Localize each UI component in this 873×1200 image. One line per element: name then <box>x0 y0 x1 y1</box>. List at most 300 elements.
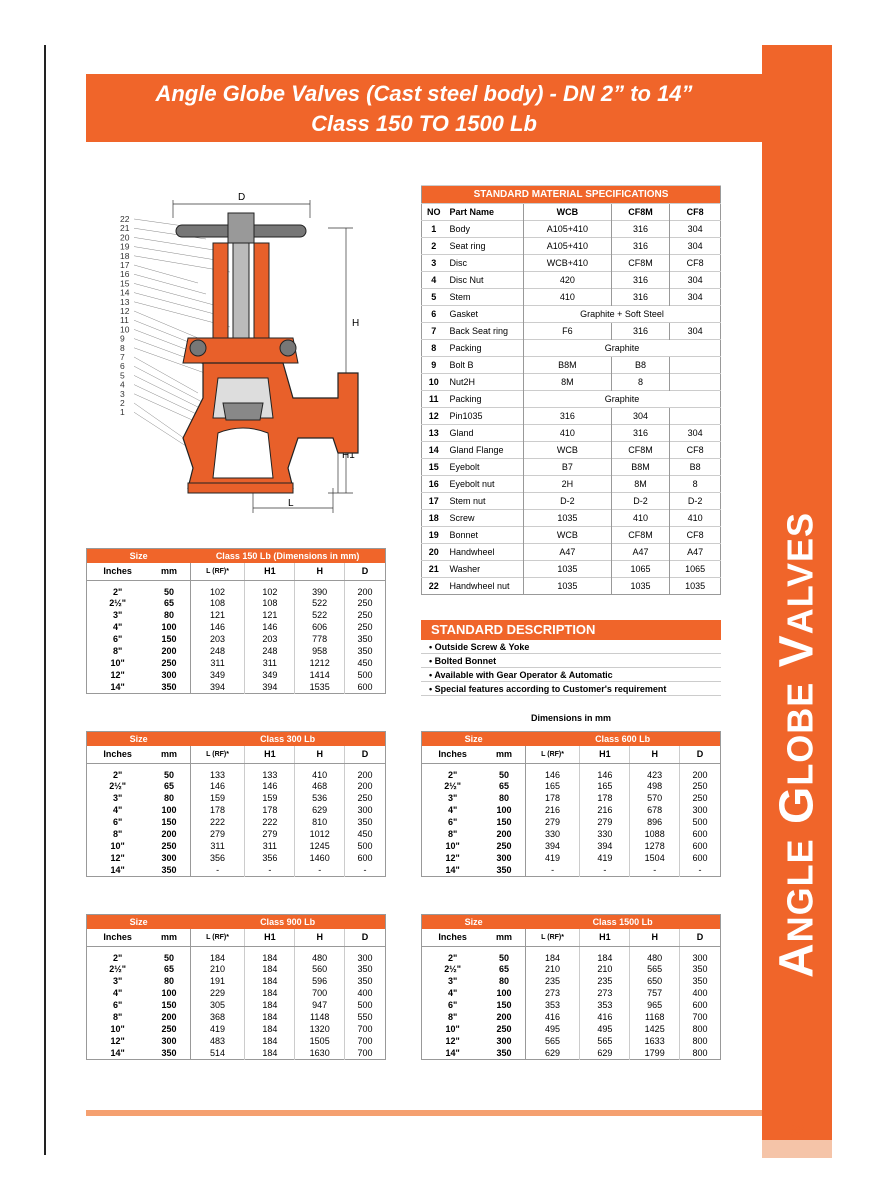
table-cell: 350 <box>680 975 721 987</box>
table-cell: 250 <box>680 780 721 792</box>
column-header: mm <box>148 929 190 947</box>
table-cell: 629 <box>295 804 345 816</box>
table-cell: 200 <box>345 581 386 598</box>
table-cell: 216 <box>525 804 580 816</box>
material-cf8: CF8 <box>670 442 721 459</box>
table-cell: 419 <box>190 1023 245 1035</box>
dim-l-label: L <box>288 498 294 509</box>
material-cf8m: 316 <box>611 221 669 238</box>
table-cell: 250 <box>148 657 190 669</box>
table-cell: 1535 <box>295 681 345 693</box>
table-cell: 121 <box>190 609 245 621</box>
table-cell: 1505 <box>295 1035 345 1047</box>
table-cell: 1320 <box>295 1023 345 1035</box>
table-cell: 250 <box>680 792 721 804</box>
table-cell: 248 <box>190 645 245 657</box>
table-cell: 100 <box>148 621 190 633</box>
column-header: L (RF)* <box>190 563 245 581</box>
table-cell: 200 <box>345 764 386 781</box>
table-cell: 810 <box>295 816 345 828</box>
table-cell: 500 <box>680 816 721 828</box>
table-cell: 394 <box>245 681 295 693</box>
material-wcb: WCB <box>524 527 612 544</box>
table-cell: 4" <box>113 988 123 998</box>
table-cell: 311 <box>190 657 245 669</box>
column-header: L (RF)* <box>190 929 245 947</box>
table-row <box>422 764 721 781</box>
part-no: 10 <box>422 374 446 391</box>
part-number-label: 19 <box>120 241 130 252</box>
table-cell: 419 <box>525 852 580 864</box>
table-cell: 6" <box>448 817 458 827</box>
leader-line <box>134 311 198 338</box>
material-wcb: WCB+410 <box>524 255 612 272</box>
table-cell: 14" <box>110 681 125 692</box>
table-cell: 12" <box>110 1036 125 1046</box>
dim-d-label: D <box>238 192 246 203</box>
table-cell: 12" <box>110 853 125 863</box>
table-cell: 350 <box>148 681 190 693</box>
spec-row <box>422 221 721 238</box>
table-cell: 184 <box>245 947 295 964</box>
column-header: D <box>345 563 386 581</box>
table-cell: 350 <box>345 816 386 828</box>
description-item: • Available with Gear Operator & Automatic <box>421 668 721 682</box>
material-cf8: CF8 <box>670 527 721 544</box>
material-wcb: A105+410 <box>524 221 612 238</box>
table-cell: 216 <box>580 804 630 816</box>
table-cell: 800 <box>680 1035 721 1047</box>
table-cell: 480 <box>295 947 345 964</box>
material-cf8m: 316 <box>611 289 669 306</box>
table-cell: 700 <box>345 1047 386 1059</box>
table-cell: 8" <box>113 646 123 656</box>
table-cell: 1630 <box>295 1047 345 1059</box>
table-cell: 3" <box>113 610 123 620</box>
material-merged: Graphite + Soft Steel <box>524 306 721 323</box>
table-row <box>87 864 386 876</box>
part-no: 14 <box>422 442 446 459</box>
material-cf8m: 304 <box>611 408 669 425</box>
table-row <box>87 999 386 1011</box>
part-no: 6 <box>422 306 446 323</box>
table-cell: 100 <box>148 804 190 816</box>
table-cell: 300 <box>345 804 386 816</box>
size-header: Size <box>422 732 526 746</box>
table-cell: 200 <box>148 645 190 657</box>
table-cell: 150 <box>148 999 190 1011</box>
table-cell: 349 <box>190 669 245 681</box>
table-row <box>87 1011 386 1023</box>
table-cell: 1799 <box>630 1047 680 1059</box>
table-cell: 1504 <box>630 852 680 864</box>
part-no: 22 <box>422 578 446 595</box>
table-cell: 273 <box>580 987 630 999</box>
column-header: mm <box>483 929 525 947</box>
table-cell: 1425 <box>630 1023 680 1035</box>
table-cell: 1460 <box>295 852 345 864</box>
title-line-1: Angle Globe Valves (Cast steel body) - DN 2” to 14” <box>155 81 693 106</box>
material-cf8m: CF8M <box>611 442 669 459</box>
table-cell: 279 <box>190 828 245 840</box>
table-cell: 700 <box>345 1023 386 1035</box>
table-row <box>87 975 386 987</box>
column-header: Inches <box>87 746 149 764</box>
table-row <box>422 840 721 852</box>
page-number-box <box>762 1140 832 1158</box>
valve-sectional-drawing <box>88 188 378 518</box>
table-cell: 350 <box>483 1047 525 1059</box>
part-number-label: 8 <box>120 342 125 353</box>
table-row <box>87 840 386 852</box>
table-cell: 235 <box>580 975 630 987</box>
part-number-label: 21 <box>120 223 130 234</box>
sidebar-title: ANGLE GLOBE VALVES <box>770 511 824 979</box>
part-number-label: 10 <box>120 324 130 335</box>
table-row <box>87 621 386 633</box>
material-cf8m: 316 <box>611 272 669 289</box>
table-cell: 165 <box>525 780 580 792</box>
column-header: H1 <box>245 746 295 764</box>
table-cell: 50 <box>148 947 190 964</box>
spec-row <box>422 578 721 595</box>
spec-row <box>422 442 721 459</box>
table-row <box>87 1047 386 1059</box>
table-cell: 178 <box>525 792 580 804</box>
table-cell: 14" <box>445 1047 460 1058</box>
table-cell: 565 <box>525 1035 580 1047</box>
material-cf8: 410 <box>670 510 721 527</box>
table-row <box>422 780 721 792</box>
spec-column-header: CF8 <box>670 204 721 221</box>
part-name: Back Seat ring <box>446 323 524 340</box>
part-no: 7 <box>422 323 446 340</box>
material-cf8m: 316 <box>611 323 669 340</box>
spec-row <box>422 323 721 340</box>
table-cell: 191 <box>190 975 245 987</box>
table-cell: 2½" <box>109 598 127 608</box>
table-cell: 178 <box>580 792 630 804</box>
size-header: Size <box>87 732 191 746</box>
material-wcb: D-2 <box>524 493 612 510</box>
table-cell: 14" <box>445 864 460 875</box>
table-row <box>87 609 386 621</box>
table-cell: 350 <box>345 633 386 645</box>
material-cf8m: CF8M <box>611 527 669 544</box>
spec-row <box>422 493 721 510</box>
table-row <box>87 816 386 828</box>
part-name: Disc <box>446 255 524 272</box>
table-cell: 350 <box>345 963 386 975</box>
table-cell: 4" <box>448 805 458 815</box>
table-cell: 10" <box>110 841 125 851</box>
part-name: Handwheel nut <box>446 578 524 595</box>
description-item: • Special features according to Customer's requirement <box>421 682 721 696</box>
table-cell: 146 <box>580 764 630 781</box>
part-no: 12 <box>422 408 446 425</box>
part-number-label: 9 <box>120 333 125 344</box>
table-cell: 2½" <box>444 964 462 974</box>
table-cell: 184 <box>245 987 295 999</box>
table-cell: 165 <box>580 780 630 792</box>
material-wcb: 2H <box>524 476 612 493</box>
table-row <box>422 852 721 864</box>
table-cell: - <box>580 864 630 876</box>
part-name: Eyebolt <box>446 459 524 476</box>
table-cell: 279 <box>580 816 630 828</box>
table-cell: 6" <box>113 634 123 644</box>
table-cell: - <box>525 864 580 876</box>
table-row <box>87 828 386 840</box>
table-cell: 678 <box>630 804 680 816</box>
material-cf8: A47 <box>670 544 721 561</box>
table-cell: 300 <box>483 852 525 864</box>
table-cell: 229 <box>190 987 245 999</box>
table-cell: 419 <box>580 852 630 864</box>
table-cell: 184 <box>580 947 630 964</box>
table-cell: 500 <box>345 669 386 681</box>
table-row <box>87 1035 386 1047</box>
spec-row <box>422 340 721 357</box>
table-cell: 10" <box>445 841 460 851</box>
table-cell: 248 <box>245 645 295 657</box>
size-header: Size <box>87 549 191 563</box>
table-cell: 500 <box>345 840 386 852</box>
table-cell: 3" <box>113 793 123 803</box>
table-cell: 350 <box>483 864 525 876</box>
table-cell: 102 <box>245 581 295 598</box>
table-row <box>87 645 386 657</box>
table-cell: 12" <box>445 1036 460 1046</box>
spec-row <box>422 272 721 289</box>
table-row <box>422 999 721 1011</box>
spec-column-header: WCB <box>524 204 612 221</box>
part-no: 9 <box>422 357 446 374</box>
table-cell: 390 <box>295 581 345 598</box>
table-cell: 416 <box>525 1011 580 1023</box>
material-cf8: D-2 <box>670 493 721 510</box>
column-header: H <box>630 929 680 947</box>
table-cell: 500 <box>345 999 386 1011</box>
material-cf8m: CF8M <box>611 255 669 272</box>
table-cell: 146 <box>190 780 245 792</box>
material-cf8m: 1065 <box>611 561 669 578</box>
table-cell: 394 <box>525 840 580 852</box>
table-cell: 184 <box>525 947 580 964</box>
leader-line <box>134 293 222 316</box>
table-cell: 423 <box>630 764 680 781</box>
part-name: Pin1035 <box>446 408 524 425</box>
table-row <box>422 816 721 828</box>
material-wcb: 8M <box>524 374 612 391</box>
table-row <box>87 669 386 681</box>
table-cell: 3" <box>448 793 458 803</box>
table-cell: 184 <box>245 1023 295 1035</box>
table-cell: 250 <box>148 840 190 852</box>
table-cell: 600 <box>680 852 721 864</box>
part-number-label: 14 <box>120 287 130 298</box>
material-merged: Graphite <box>524 340 721 357</box>
part-no: 8 <box>422 340 446 357</box>
table-cell: 1212 <box>295 657 345 669</box>
material-cf8 <box>670 357 721 374</box>
table-cell: 1278 <box>630 840 680 852</box>
material-cf8m: B8 <box>611 357 669 374</box>
table-cell: 108 <box>190 597 245 609</box>
part-name: Bonnet <box>446 527 524 544</box>
part-no: 19 <box>422 527 446 544</box>
table-cell: 305 <box>190 999 245 1011</box>
table-cell: 273 <box>525 987 580 999</box>
table-cell: 565 <box>580 1035 630 1047</box>
part-no: 5 <box>422 289 446 306</box>
table-cell: 203 <box>190 633 245 645</box>
table-row <box>422 1023 721 1035</box>
table-cell: 800 <box>680 1047 721 1059</box>
table-cell: 159 <box>245 792 295 804</box>
leader-line <box>134 237 214 250</box>
table-cell: 150 <box>483 816 525 828</box>
table-cell: 200 <box>483 1011 525 1023</box>
material-cf8m: A47 <box>611 544 669 561</box>
left-margin-rule <box>44 45 46 1155</box>
part-number-label: 11 <box>120 315 129 326</box>
material-merged: Graphite <box>524 391 721 408</box>
table-cell: 12" <box>110 670 125 680</box>
table-cell: 146 <box>525 764 580 781</box>
table-cell: 349 <box>245 669 295 681</box>
spec-row <box>422 289 721 306</box>
table-cell: 896 <box>630 816 680 828</box>
table-row <box>422 792 721 804</box>
table-cell: 100 <box>483 987 525 999</box>
material-cf8: 8 <box>670 476 721 493</box>
table-cell: 356 <box>245 852 295 864</box>
table-cell: 353 <box>525 999 580 1011</box>
column-header: Inches <box>87 929 149 947</box>
table-cell: 2½" <box>444 781 462 791</box>
table-cell: 12" <box>445 853 460 863</box>
part-name: Seat ring <box>446 238 524 255</box>
material-wcb: 1035 <box>524 510 612 527</box>
column-header: H1 <box>245 929 295 947</box>
table-cell: 10" <box>110 658 125 668</box>
column-header: Inches <box>422 929 484 947</box>
table-cell: 184 <box>190 947 245 964</box>
table-cell: 570 <box>630 792 680 804</box>
table-cell: 330 <box>525 828 580 840</box>
table-cell: 368 <box>190 1011 245 1023</box>
table-row <box>422 1035 721 1047</box>
table-cell: 184 <box>245 975 295 987</box>
table-cell: 560 <box>295 963 345 975</box>
standard-description <box>421 620 721 696</box>
table-cell: 965 <box>630 999 680 1011</box>
table-cell: 300 <box>148 852 190 864</box>
table-cell: 700 <box>680 1011 721 1023</box>
table-cell: 311 <box>245 840 295 852</box>
table-cell: 400 <box>345 987 386 999</box>
table-cell: 600 <box>345 681 386 693</box>
table-row <box>87 581 386 598</box>
table-cell: 356 <box>190 852 245 864</box>
table-cell: 6" <box>113 1000 123 1010</box>
table-cell: 80 <box>148 609 190 621</box>
title-line-2: Class 150 TO 1500 Lb <box>311 111 537 136</box>
table-cell: 350 <box>148 1047 190 1059</box>
table-cell: 495 <box>580 1023 630 1035</box>
column-header: H <box>295 929 345 947</box>
table-cell: 65 <box>483 780 525 792</box>
part-name: Packing <box>446 340 524 357</box>
spec-row <box>422 425 721 442</box>
table-cell: 50 <box>148 581 190 598</box>
table-cell: 80 <box>483 975 525 987</box>
table-row <box>87 764 386 781</box>
material-wcb: WCB <box>524 442 612 459</box>
dim-h1-label: H1 <box>342 450 355 461</box>
material-wcb: 316 <box>524 408 612 425</box>
part-no: 1 <box>422 221 446 238</box>
table-cell: 522 <box>295 609 345 621</box>
table-cell: 596 <box>295 975 345 987</box>
table-cell: 330 <box>580 828 630 840</box>
table-cell: 522 <box>295 597 345 609</box>
table-cell: 2" <box>448 770 458 780</box>
column-header: mm <box>148 746 190 764</box>
table-row <box>87 681 386 693</box>
table-cell: 536 <box>295 792 345 804</box>
table-cell: 394 <box>580 840 630 852</box>
table-cell: 133 <box>190 764 245 781</box>
column-header: mm <box>148 563 190 581</box>
table-cell: 2½" <box>109 964 127 974</box>
part-number-label: 12 <box>120 306 130 316</box>
table-cell: 1088 <box>630 828 680 840</box>
table-row <box>87 780 386 792</box>
table-cell: 222 <box>190 816 245 828</box>
table-cell: 2" <box>113 587 123 597</box>
table-cell: 146 <box>245 621 295 633</box>
material-cf8: 1035 <box>670 578 721 595</box>
table-cell: - <box>295 864 345 876</box>
table-cell: 184 <box>245 963 295 975</box>
table-cell: 1148 <box>295 1011 345 1023</box>
table-cell: 200 <box>680 764 721 781</box>
table-row <box>87 804 386 816</box>
table-cell: 1012 <box>295 828 345 840</box>
table-cell: 50 <box>483 764 525 781</box>
column-header: D <box>345 746 386 764</box>
table-cell: - <box>680 864 721 876</box>
part-no: 20 <box>422 544 446 561</box>
table-cell: 146 <box>190 621 245 633</box>
table-cell: - <box>245 864 295 876</box>
table-cell: 629 <box>580 1047 630 1059</box>
column-header: D <box>680 746 721 764</box>
class-header: Class 1500 Lb <box>525 915 720 929</box>
table-cell: 184 <box>245 1035 295 1047</box>
material-cf8m: 8 <box>611 374 669 391</box>
leader-line <box>134 274 206 294</box>
table-row <box>422 864 721 876</box>
part-no: 2 <box>422 238 446 255</box>
leader-line <box>134 247 222 261</box>
table-cell: - <box>190 864 245 876</box>
table-cell: 311 <box>190 840 245 852</box>
part-no: 16 <box>422 476 446 493</box>
part-number-label: 20 <box>120 232 130 243</box>
